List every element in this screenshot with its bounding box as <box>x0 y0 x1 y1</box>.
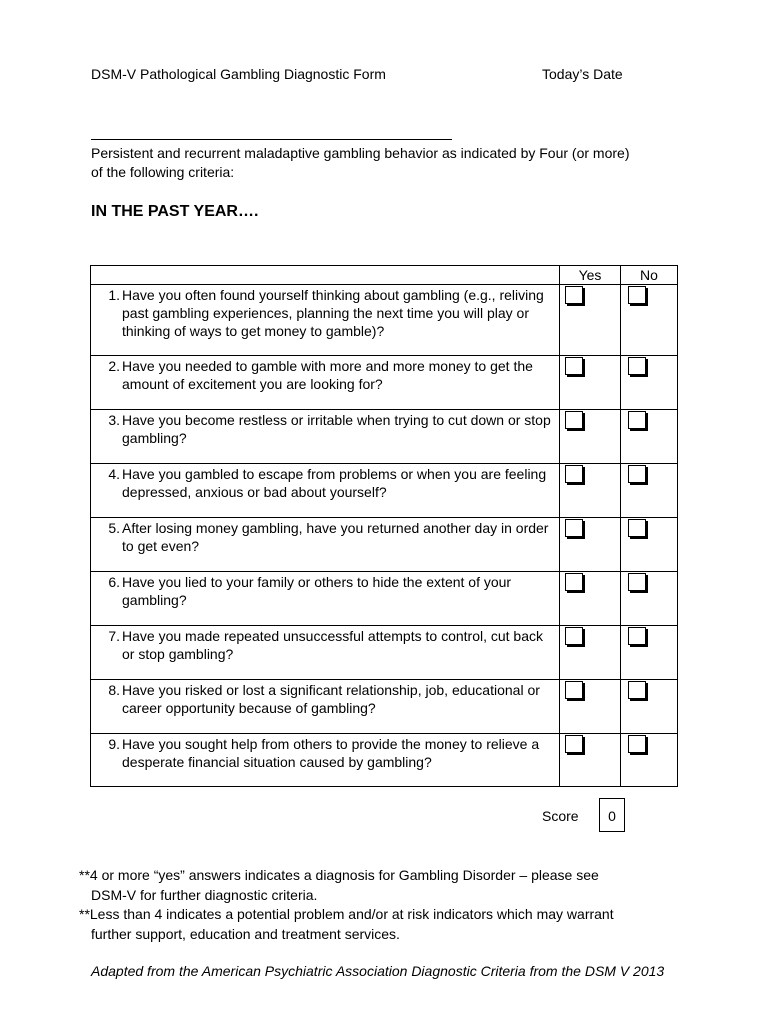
yes-cell <box>560 518 621 572</box>
no-cell <box>621 680 678 734</box>
yes-cell <box>560 356 621 410</box>
question-row <box>91 410 678 464</box>
question-cell <box>91 518 560 572</box>
question-text: After losing money gambling, have you returned another day in order to get even? <box>122 520 549 554</box>
note-diagnosis <box>79 866 719 905</box>
question-text: Have you become restless or irritable when trying to cut down or stop gambling? <box>122 412 551 446</box>
yes-checkbox[interactable] <box>565 627 583 645</box>
note-diagnosis-line-2: DSM-V for further diagnostic criteria. <box>91 886 318 903</box>
yes-checkbox[interactable] <box>565 681 583 699</box>
question-text: Have you made repeated unsuccessful attempts to control, cut back or stop gambling? <box>122 628 544 662</box>
question-row <box>91 572 678 626</box>
question-row <box>91 285 678 356</box>
note-risk <box>79 905 719 944</box>
no-cell <box>621 356 678 410</box>
question-row <box>91 464 678 518</box>
question-number: 5. <box>108 520 120 536</box>
question-number: 1. <box>108 287 120 303</box>
no-cell <box>621 464 678 518</box>
question-row <box>91 734 678 787</box>
question-cell <box>91 680 560 734</box>
question-cell <box>91 410 560 464</box>
question-number: 7. <box>108 628 120 644</box>
table-header-row <box>91 266 678 285</box>
question-text: Have you gambled to escape from problems or when you are feeling depressed, anxious or bad about yourself? <box>122 466 547 500</box>
no-checkbox[interactable] <box>628 286 646 304</box>
no-column-header: No <box>621 266 678 285</box>
yes-checkbox[interactable] <box>565 573 583 591</box>
question-cell <box>91 734 560 787</box>
form-title: DSM-V Pathological Gambling Diagnostic Form <box>91 66 386 82</box>
yes-cell <box>560 626 621 680</box>
date-signature-line[interactable] <box>91 139 452 140</box>
yes-cell <box>560 734 621 787</box>
question-number: 4. <box>108 466 120 482</box>
yes-column-header: Yes <box>560 266 621 285</box>
criteria-table <box>90 265 678 787</box>
no-checkbox[interactable] <box>628 519 646 537</box>
no-checkbox[interactable] <box>628 411 646 429</box>
yes-cell <box>560 285 621 356</box>
question-row <box>91 356 678 410</box>
yes-checkbox[interactable] <box>565 519 583 537</box>
note-diagnosis-line-1: **4 or more “yes” answers indicates a diagnosis for Gambling Disorder – please see <box>79 867 599 883</box>
yes-checkbox[interactable] <box>565 411 583 429</box>
question-text: Have you sought help from others to provide the money to relieve a desperate financial situation caused by gambling? <box>122 736 540 770</box>
header-blank-cell <box>91 266 560 285</box>
question-cell <box>91 285 560 356</box>
question-number: 9. <box>108 736 120 752</box>
yes-cell <box>560 464 621 518</box>
date-label: Today’s Date <box>542 66 623 82</box>
question-cell <box>91 572 560 626</box>
question-text: Have you needed to gamble with more and more money to get the amount of excitement you are looking for? <box>122 358 533 392</box>
note-risk-line-1: **Less than 4 indicates a potential problem and/or at risk indicators which may warrant <box>79 906 614 922</box>
question-number: 2. <box>108 358 120 374</box>
no-cell <box>621 626 678 680</box>
intro-line-2: of the following criteria: <box>91 164 235 180</box>
intro-line-1: Persistent and recurrent maladaptive gambling behavior as indicated by Four (or more) <box>91 145 630 161</box>
question-number: 6. <box>108 574 120 590</box>
no-checkbox[interactable] <box>628 735 646 753</box>
question-row <box>91 518 678 572</box>
no-cell <box>621 285 678 356</box>
note-risk-line-2: further support, education and treatment services. <box>91 925 400 942</box>
no-checkbox[interactable] <box>628 357 646 375</box>
question-text: Have you lied to your family or others to hide the extent of your gambling? <box>122 574 512 608</box>
question-number: 3. <box>108 412 120 428</box>
question-row <box>91 680 678 734</box>
yes-checkbox[interactable] <box>565 357 583 375</box>
no-checkbox[interactable] <box>628 681 646 699</box>
yes-cell <box>560 410 621 464</box>
no-cell <box>621 734 678 787</box>
no-cell <box>621 410 678 464</box>
section-heading: IN THE PAST YEAR…. <box>91 203 259 220</box>
question-text: Have you risked or lost a significant relationship, job, educational or career opportunity because of gambling? <box>122 682 540 716</box>
source-citation: Adapted from the American Psychiatric Association Diagnostic Criteria from the DSM V 2013 <box>91 963 665 979</box>
question-cell <box>91 626 560 680</box>
no-cell <box>621 518 678 572</box>
question-number: 8. <box>108 682 120 698</box>
question-cell <box>91 464 560 518</box>
score-box[interactable]: 0 <box>599 798 625 832</box>
score-label: Score <box>542 808 579 824</box>
no-checkbox[interactable] <box>628 573 646 591</box>
yes-cell <box>560 680 621 734</box>
yes-checkbox[interactable] <box>565 735 583 753</box>
intro-text <box>91 144 691 182</box>
no-checkbox[interactable] <box>628 465 646 483</box>
yes-cell <box>560 572 621 626</box>
yes-checkbox[interactable] <box>565 465 583 483</box>
no-cell <box>621 572 678 626</box>
no-checkbox[interactable] <box>628 627 646 645</box>
question-text: Have you often found yourself thinking about gambling (e.g., reliving past gambling experiences, planning the next time you will play or thinking of ways to get money to gamble)? <box>122 287 544 339</box>
question-row <box>91 626 678 680</box>
question-cell <box>91 356 560 410</box>
yes-checkbox[interactable] <box>565 286 583 304</box>
